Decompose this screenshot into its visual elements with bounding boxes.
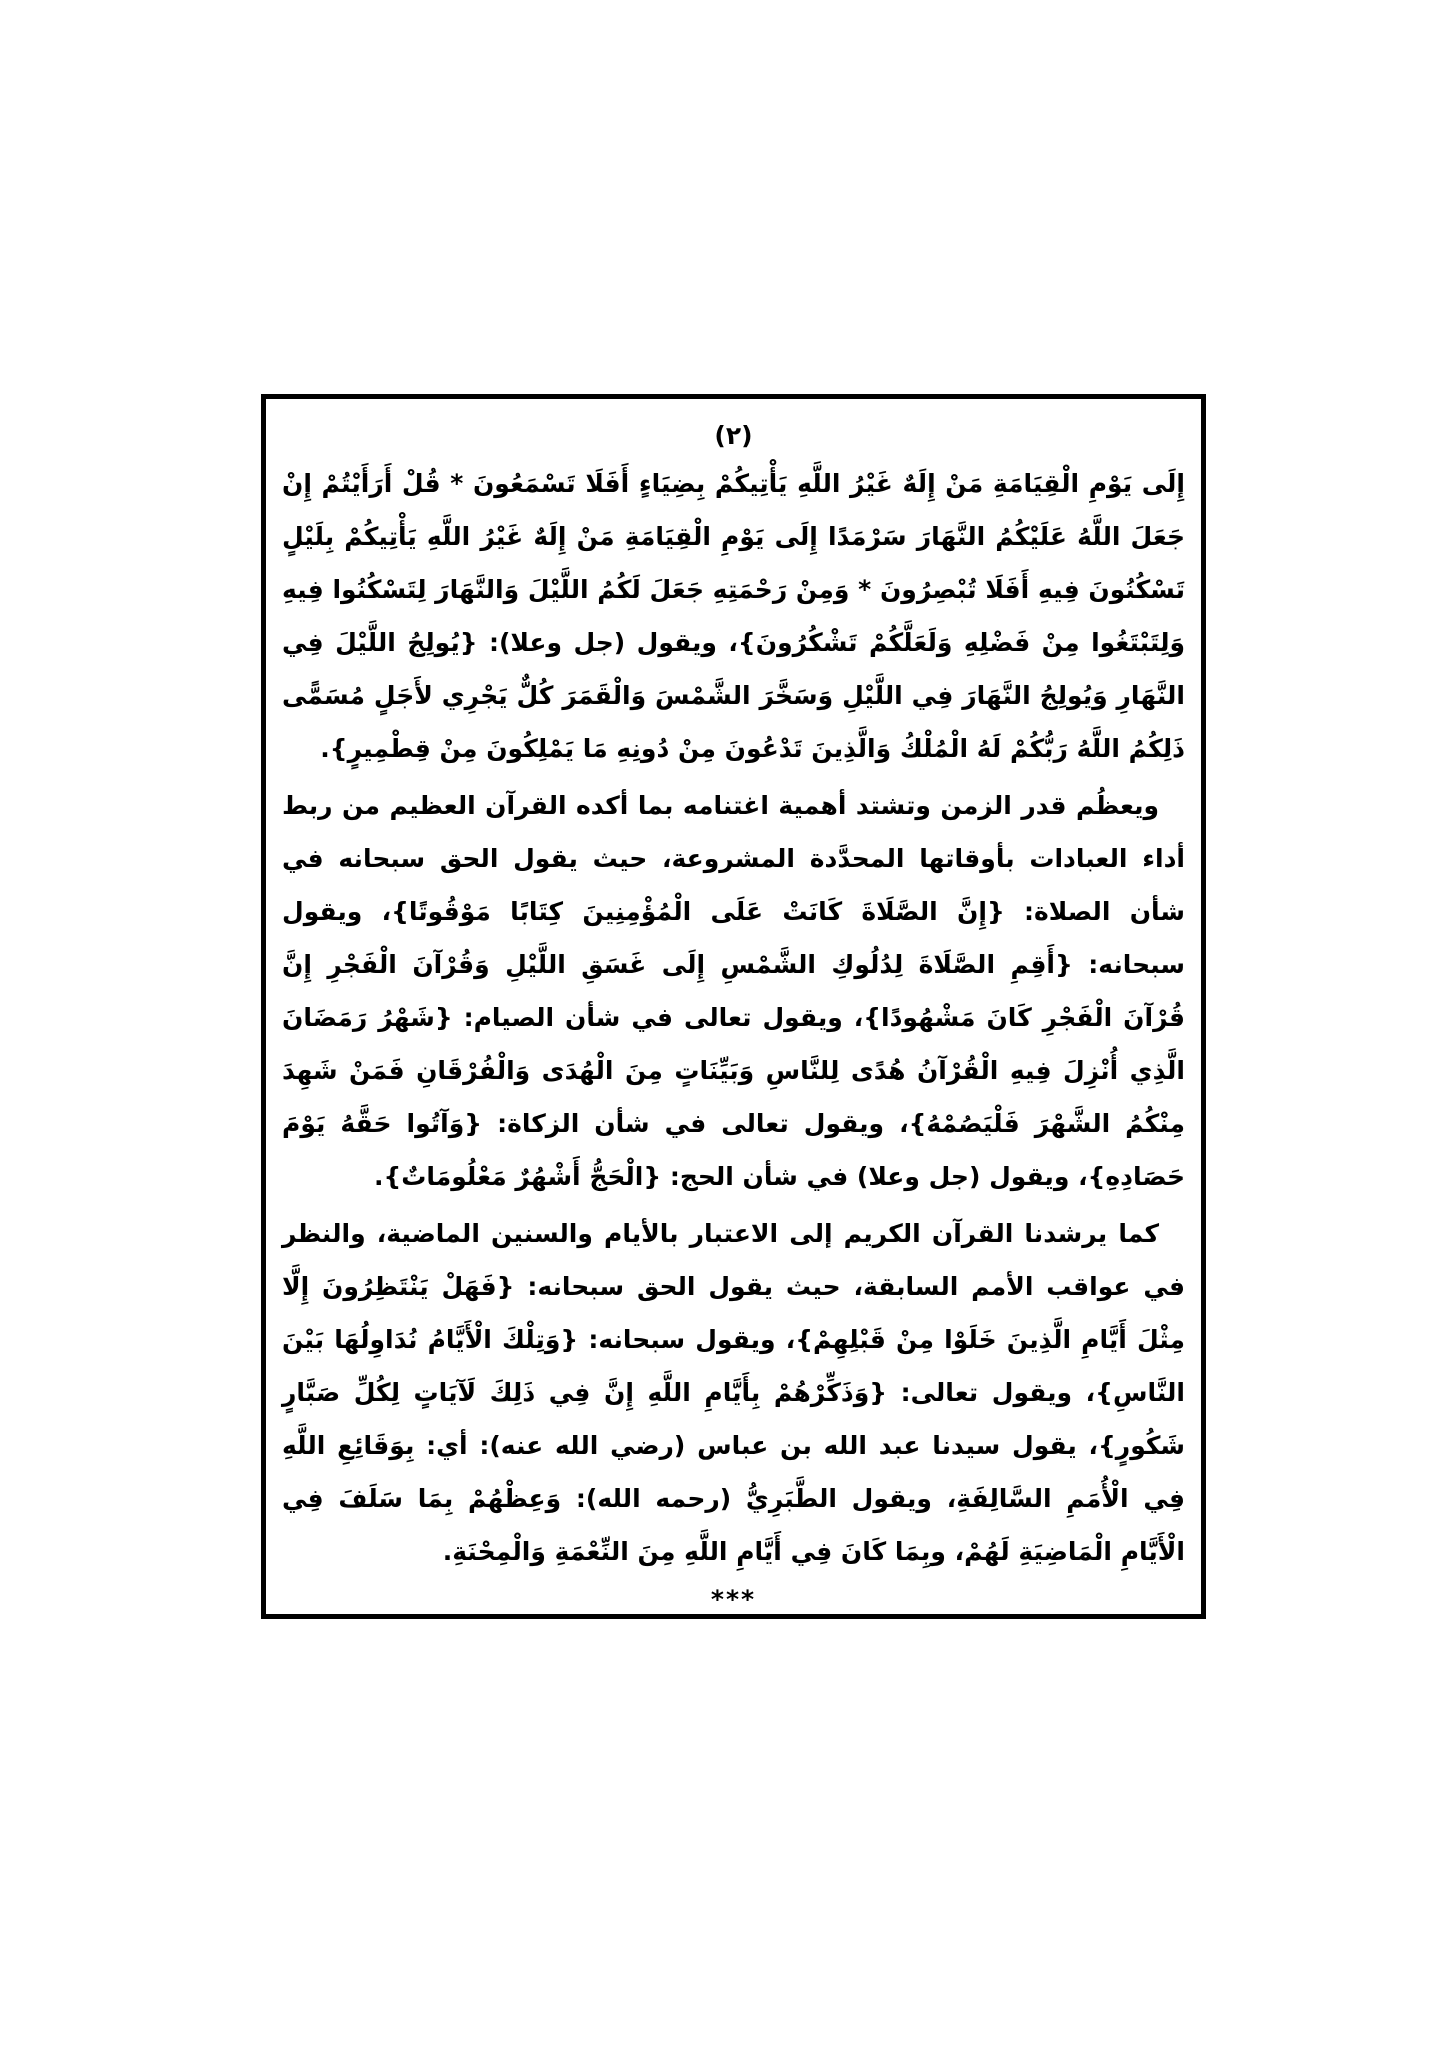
paragraph-worship-times: ويعظُم قدر الزمن وتشتد أهمية اغتنامه بما أكده القرآن العظيم من ربط أداء العبادات بأوقاتها المحدَّدة المشروعة، حيث يقول الحق سبحانه في شأن الصلاة: {إِنَّ الصَّلَاةَ كَانَتْ عَلَى الْمُؤْمِنِينَ كِتَابًا مَوْقُوتًا}، ويقول سبحانه: {أَقِمِ الصَّلَاةَ لِدُلُوكِ الشَّمْسِ إِلَى غَسَقِ اللَّيْلِ وَقُرْآنَ الْفَجْرِ إِنَّ قُرْآنَ الْفَجْرِ كَانَ مَشْهُودًا}، ويقول تعالى في شأن الصيام: {شَهْرُ رَمَضَانَ الَّذِي أُنْزِلَ فِيهِ الْقُرْآنُ هُدًى لِلنَّاسِ وَبَيِّنَاتٍ مِنَ الْهُدَى وَالْفُرْقَانِ فَمَنْ شَهِدَ مِنْكُمُ الشَّهْرَ فَلْيَصُمْهُ}، ويقول تعالى في شأن الزكاة: {وَآتُوا حَقَّهُ يَوْمَ حَصَادِهِ}، ويقول (جل وعلا) في شأن الحج: {الْحَجُّ أَشْهُرٌ مَعْلُومَاتٌ}.	[282, 791, 1185, 1191]
paragraph-quran-verses: إِلَى يَوْمِ الْقِيَامَةِ مَنْ إِلَهٌ غَيْرُ اللَّهِ يَأْتِيكُمْ بِضِيَاءٍ أَفَلَا تَسْمَعُونَ * قُلْ أَرَأَيْتُمْ إِنْ جَعَلَ اللَّهُ عَلَيْكُمُ النَّهَارَ سَرْمَدًا إِلَى يَوْمِ الْقِيَامَةِ مَنْ إِلَهٌ غَيْرُ اللَّهِ يَأْتِيكُمْ بِلَيْلٍ تَسْكُنُونَ فِيهِ أَفَلَا تُبْصِرُونَ * وَمِنْ رَحْمَتِهِ جَعَلَ لَكُمُ اللَّيْلَ وَالنَّهَارَ لِتَسْكُنُوا فِيهِ وَلِتَبْتَغُوا مِنْ فَضْلِهِ وَلَعَلَّكُمْ تَشْكُرُونَ}، ويقول (جل وعلا): {يُولِجُ اللَّيْلَ فِي النَّهَارِ وَيُولِجُ النَّهَارَ فِي اللَّيْلِ وَسَخَّرَ الشَّمْسَ وَالْقَمَرَ كُلٌّ يَجْرِي لأَجَلٍ مُسَمًّى ذَلِكُمُ اللَّهُ رَبُّكُمْ لَهُ الْمُلْكُ وَالَّذِينَ تَدْعُونَ مِنْ دُونِهِ مَا يَمْلِكُونَ مِنْ قِطْمِيرٍ}.	[282, 469, 1185, 763]
section-separator: ***	[710, 1585, 757, 1614]
page-content	[282, 417, 1185, 1618]
page-number: (٢)	[714, 421, 753, 450]
paragraph-past-nations: كما يرشدنا القرآن الكريم إلى الاعتبار بالأيام والسنين الماضية، والنظر في عواقب الأمم السابقة، حيث يقول الحق سبحانه: {فَهَلْ يَنْتَظِرُونَ إِلَّا مِثْلَ أَيَّامِ الَّذِينَ خَلَوْا مِنْ قَبْلِهِمْ}، ويقول سبحانه: {وَتِلْكَ الْأَيَّامُ نُدَاوِلُهَا بَيْنَ النَّاسِ}، ويقول تعالى: {وَذَكِّرْهُمْ بِأَيَّامِ اللَّهِ إِنَّ فِي ذَلِكَ لَآيَاتٍ لِكُلِّ صَبَّارٍ شَكُورٍ}، يقول سيدنا عبد الله بن عباس (رضي الله عنه): أي: بِوَقَائِعِ اللَّهِ فِي الْأُمَمِ السَّالِفَةِ، ويقول الطَّبَرِيُّ (رحمه الله): وَعِظْهُمْ بِمَا سَلَفَ فِي الْأَيَّامِ الْمَاضِيَةِ لَهُمْ، وبِمَا كَانَ فِي أَيَّامِ اللَّهِ مِنَ النِّعْمَةِ وَالْمِحْنَةِ.	[282, 1219, 1185, 1566]
page-frame	[261, 394, 1206, 1619]
